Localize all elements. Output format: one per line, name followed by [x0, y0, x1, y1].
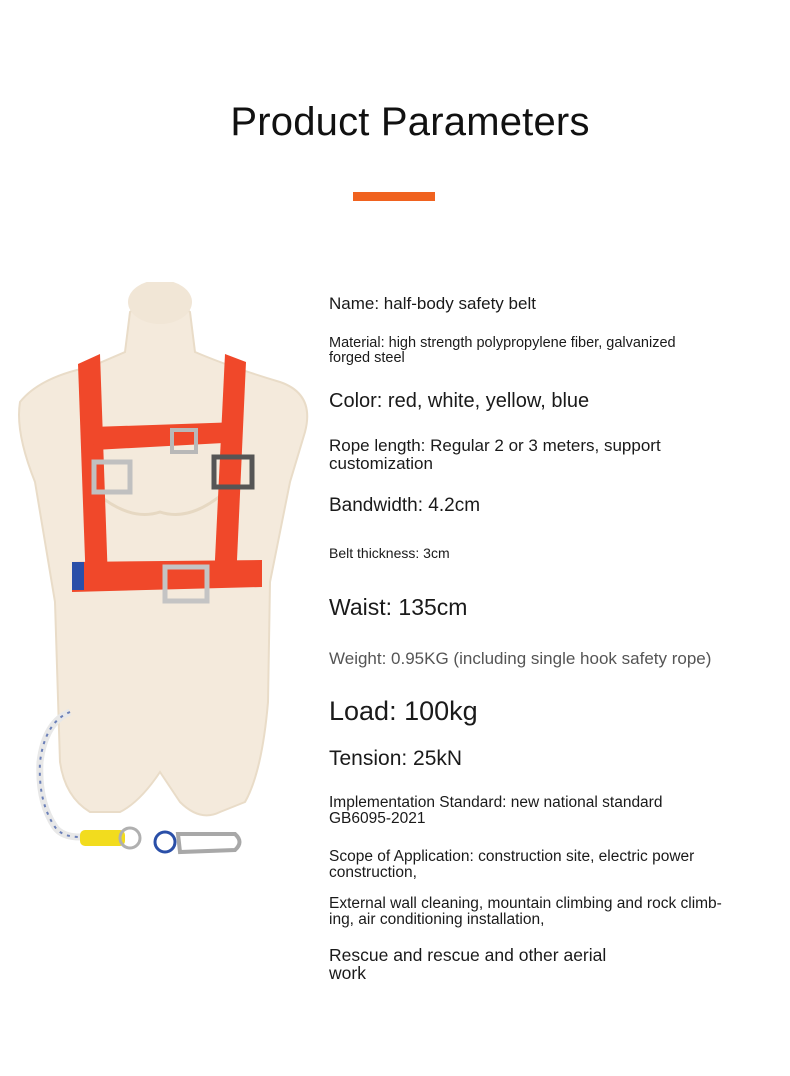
rope-sleeve — [80, 830, 125, 846]
param-scope-of-application: Scope of Application: construction site, electric power construction, — [329, 848, 695, 882]
param-bandwidth: Bandwidth: 4.2cm — [329, 495, 481, 516]
title-accent-bar — [353, 192, 435, 201]
hook-icon — [178, 834, 240, 852]
rope-swivel-icon — [155, 832, 175, 852]
param-weight: Weight: 0.95KG (including single hook safety rope) — [329, 649, 712, 668]
param-material: Material: high strength polypropylene fiber, galvanized forged steel — [329, 335, 676, 367]
param-tension: Tension: 25kN — [329, 747, 463, 770]
param-color: Color: red, white, yellow, blue — [329, 390, 590, 412]
param-rope-length: Rope length: Regular 2 or 3 meters, support customization — [329, 436, 661, 473]
page-title: Product Parameters — [230, 100, 590, 144]
mannequin-torso — [19, 300, 307, 816]
param-waist: Waist: 135cm — [329, 594, 468, 620]
product-image — [0, 282, 320, 872]
param-rescue: Rescue and rescue and other aerial work — [329, 945, 607, 984]
param-load: Load: 100kg — [329, 696, 478, 726]
param-application-list: External wall cleaning, mountain climbing and rock climb-ing, air conditioning installation, — [329, 895, 722, 929]
param-implementation-standard: Implementation Standard: new national standard GB6095-2021 — [329, 794, 663, 828]
param-belt-thickness: Belt thickness: 3cm — [329, 545, 450, 561]
param-name: Name: half-body safety belt — [329, 294, 536, 313]
harness-illustration — [0, 282, 320, 872]
